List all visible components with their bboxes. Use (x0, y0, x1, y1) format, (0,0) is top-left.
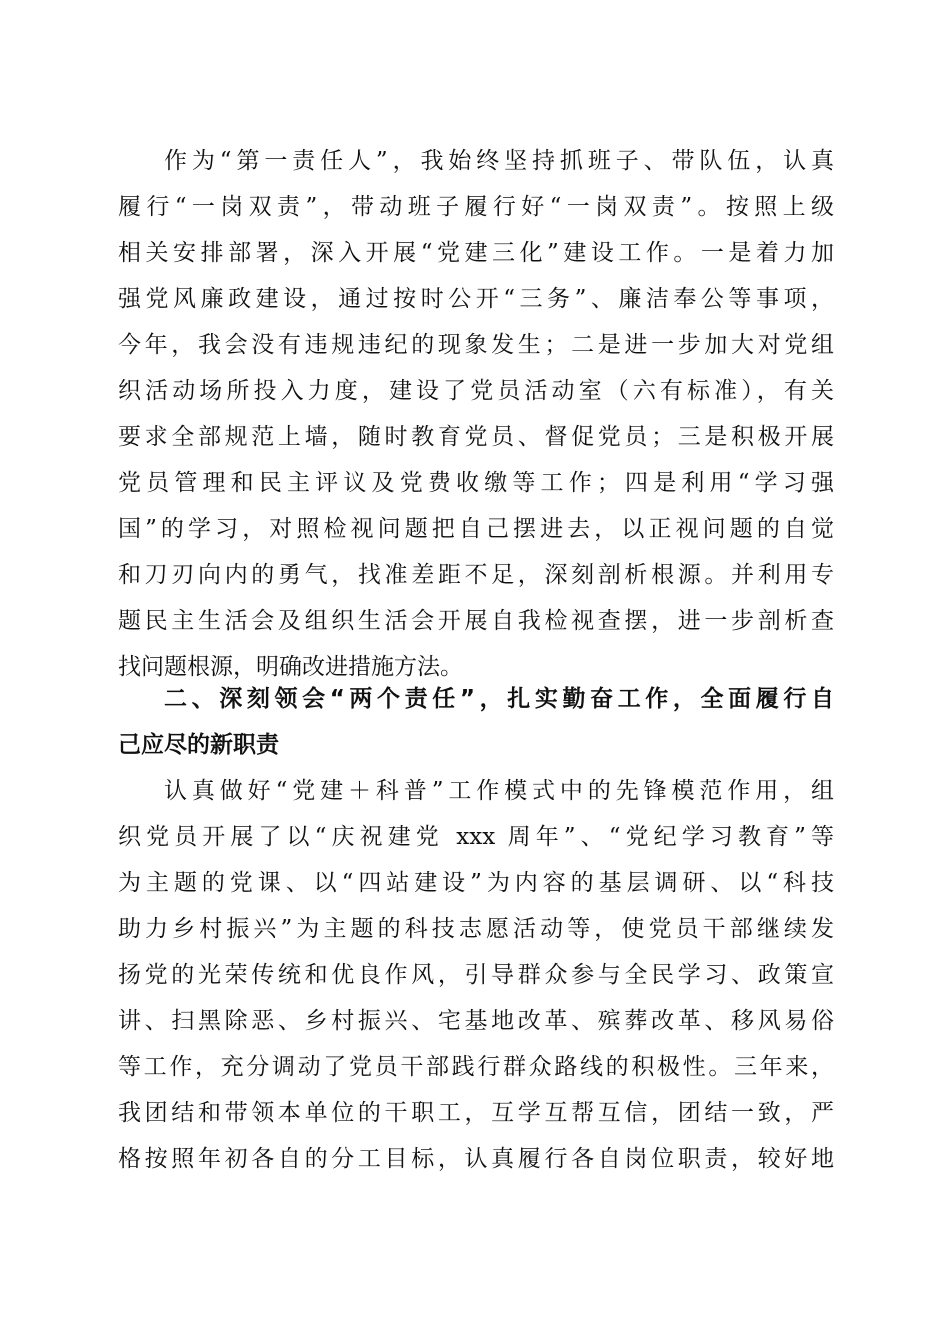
paragraph-line: 履行“一岗双责”，带动班子履行好“一岗双责”。按照上级 (118, 194, 834, 220)
paragraph-line: 讲、扫黑除恶、乡村振兴、宅基地改革、殡葬改革、移风易俗 (118, 1008, 834, 1034)
paragraph-line: 认真做好“党建＋科普”工作模式中的先锋模范作用，组 (164, 778, 834, 804)
paragraph-line: 题民主生活会及组织生活会开展自我检视查摆，进一步剖析查 (118, 608, 834, 634)
section-heading-two-responsibilities (118, 676, 834, 768)
paragraph-line: 和刀刃向内的勇气，找准差距不足，深刻剖析根源。并利用专 (118, 562, 834, 588)
heading-line: 二、深刻领会“两个责任”，扎实勤奋工作，全面履行自 (164, 686, 834, 712)
heading-line: 己应尽的新职责 (118, 732, 279, 758)
paragraph-line: 格按照年初各自的分工目标，认真履行各自岗位职责，较好地 (118, 1146, 834, 1172)
paragraph-line: 党员管理和民主评议及党费收缴等工作；四是利用“学习强 (118, 470, 834, 496)
paragraph-line: 国”的学习，对照检视问题把自己摆进去，以正视问题的自觉 (118, 516, 834, 542)
paragraph-line: 织活动场所投入力度，建设了党员活动室（六有标准），有关 (118, 378, 834, 404)
paragraph-line: 作为“第一责任人”，我始终坚持抓班子、带队伍，认真 (164, 148, 834, 174)
paragraph-line: 相关安排部署，深入开展“党建三化”建设工作。一是着力加 (118, 240, 834, 266)
paragraph-line: 为主题的党课、以“四站建设”为内容的基层调研、以“科技 (118, 870, 834, 896)
paragraph-line: 织党员开展了以“庆祝建党 xxx 周年”、“党纪学习教育”等 (118, 824, 834, 850)
paragraph-line: 今年，我会没有违规违纪的现象发生；二是进一步加大对党组 (118, 332, 834, 358)
paragraph-line: 我团结和带领本单位的干职工，互学互帮互信，团结一致，严 (118, 1100, 834, 1126)
paragraph-line: 找问题根源，明确改进措施方法。 (118, 654, 463, 680)
paragraph-line: 等工作，充分调动了党员干部践行群众路线的积极性。三年来， (118, 1054, 834, 1080)
paragraph-line: 强党风廉政建设，通过按时公开“三务”、廉洁奉公等事项， (118, 286, 834, 312)
paragraph-line: 要求全部规范上墙，随时教育党员、督促党员；三是积极开展 (118, 424, 834, 450)
paragraph-line: 助力乡村振兴”为主题的科技志愿活动等，使党员干部继续发 (118, 916, 834, 942)
paragraph-party-science (118, 768, 834, 1182)
paragraph-first-responsible (118, 138, 834, 690)
paragraph-line: 扬党的光荣传统和优良作风，引导群众参与全民学习、政策宣 (118, 962, 834, 988)
